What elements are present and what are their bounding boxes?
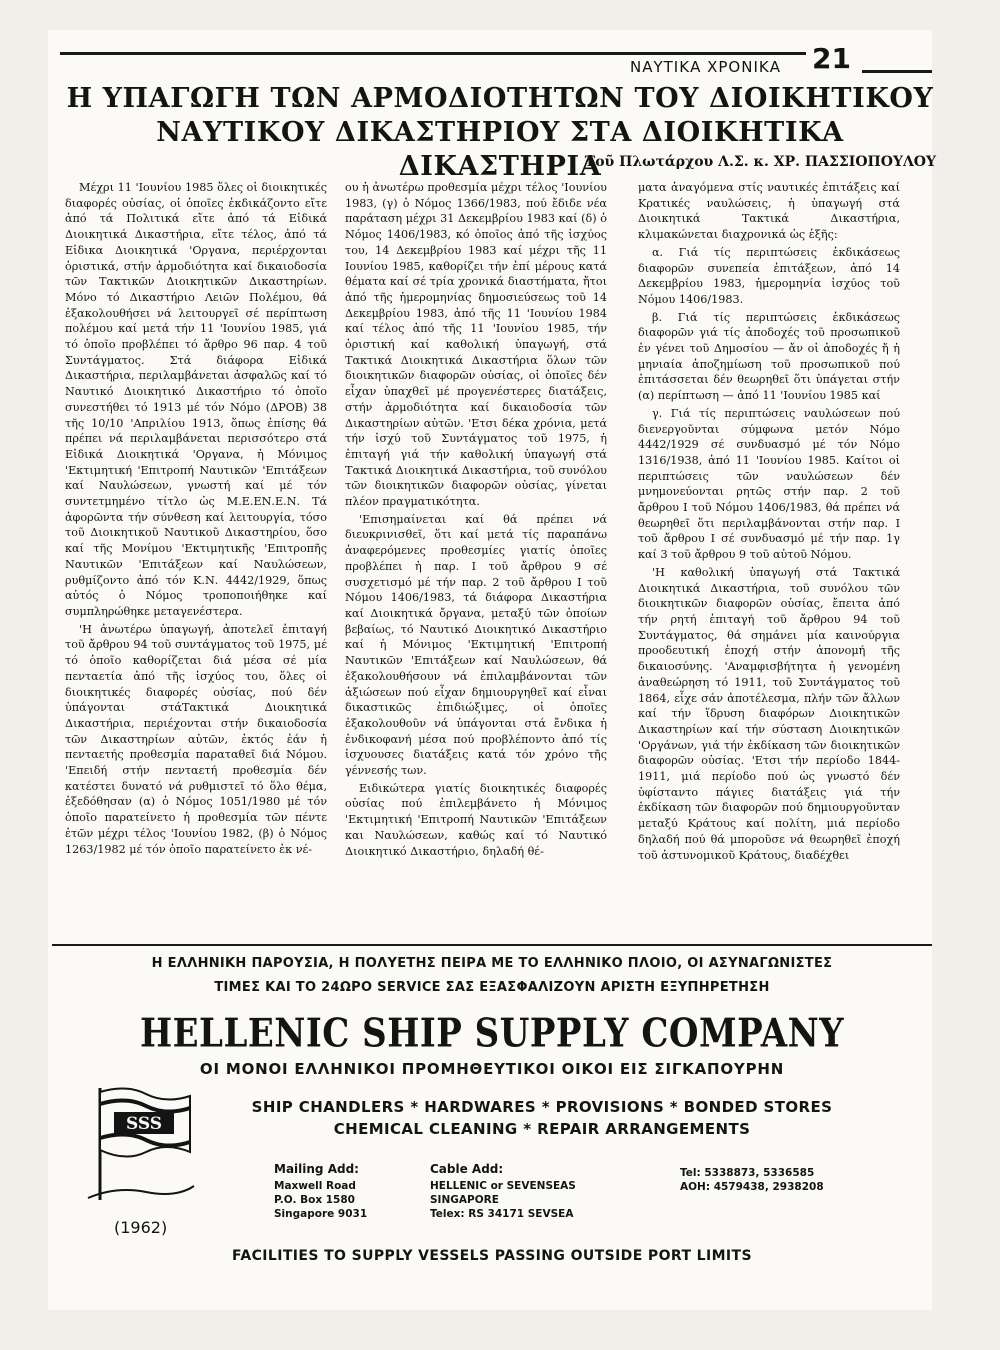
- cable-line: SINGAPORE: [430, 1194, 499, 1206]
- mailing-line: P.O. Box 1580: [274, 1194, 355, 1206]
- header-rule-left: [60, 52, 806, 55]
- cable-line: HELLENIC or SEVENSEAS: [430, 1180, 576, 1192]
- paragraph: 'Η καθολική ὑπαγωγή στά Τακτικά Διοικητικά Δικαστήρια, τοῦ συνόλου τῶν διοικητικῶν διαφορῶν οὐσίας, ἔπειτα ἀπό τήν ρητή ἐπιταγή τοῦ ἄρθρου 94 τοῦ Συντάγματος, θά σημάνει μία καινούργια προοδευτική ἐποχή στήν ἀπονομή τῆς δικαιοσύνης. 'Αναμφισβήτητα ἡ γενομένη ἀναθεώρηση τό 1911, τοῦ Συντάγματος τοῦ 1864, εἶχε σάν ἀποτέλεσμα, πλήν τῶν ἄλλων καί τήν ἵδρυση διαφόρων Διοικητικῶν Δικαστηρίων καί τήν σύσταση Διοικητικῶν 'Οργάνων, γιά τήν ἐκδίκαση τῶν διοικητικῶν διαφορῶν οὐσίας. 'Ετσι τήν περίοδο 1844-1911, μιά περίοδο πού ὡς γνωστό δέν ὑφίσταντο πάγιες διατάξεις γιά τήν ἐκδίκαση τῶν διαφορῶν πού δημιουργοῦνταν μεταξύ Κράτους καί πολίτη, μιά περίοδο δηλαδή πού θά μποροῦσε νά θεωρηθεῖ ἐποχή τοῦ ἀστυνομικοῦ Κράτους, διαδέχθει: [638, 565, 900, 862]
- mailing-line: Maxwell Road: [274, 1180, 356, 1192]
- paragraph: γ. Γιά τίς περιπτώσεις ναυλώσεων πού διενεργοῦνται σύμφωνα μετόν Νόμο 4442/1929 σέ συνδυασμό μέ τόν Νόμο 1316/1938, ἀπό 11 'Ιουνίου 1985. Καίτοι οἱ περιπτώσεις τῶν ναυλώσεων δέν μνημονεύονται ρητῶς στήν παρ. 2 τοῦ ἄρθρου Ι τοῦ Νόμου 1406/1983, θά πρέπει νά θεωρηθεῖ ὅτι περιλαμβάνονται στήν παρ. Ι τοῦ ἄρθρου Ι σέ συνδυασμό μέ τήν παρ. 1γ καί 3 τοῦ ἄρθρου 9 τοῦ αὐτοῦ Νόμου.: [638, 406, 900, 562]
- flag-logo-icon: [86, 1082, 196, 1202]
- company-name: HELLENIC SHIP SUPPLY COMPANY: [140, 1011, 844, 1057]
- article-title-line-2: ΝΑΥΤΙΚΟΥ ΔΙΚΑΣΤΗΡΙΟΥ ΣΤΑ ΔΙΟΙΚΗΤΙΚΑ ΔΙΚΑΣΤΗΡΙΑ: [156, 117, 844, 182]
- paragraph: ου ἡ ἀνωτέρω προθεσμία μέχρι τέλος 'Ιουνίου 1983, (γ) ὁ Νόμος 1366/1983, πού ἔδιδε νέα παράταση μέχρι 31 Δεκεμβρίου 1983 καί (δ) ὁ Νόμος 1406/1983, κό ὁποῖος ἀπό τῆς ἰσχύος του, 14 Δεκεμβρίου 1983 καί μέχρι τῆς 11 Ιουνίου 1985, καθορίζει τήν ἐπί μέρους κατά θέματα καί σέ τρία χρονικά διαστήματα, ἤτοι ἀπό τῆς ἡμερομηνίας δημοσιεύσεως τοῦ 14 Δεκεμβρίου 1983, ἀπό τῆς 11 'Ιουνίου 1984 καί τέλος ἀπό τῆς 11 'Ιουνίου 1985, τήν ὁριστική καί καθολική ὑπαγωγή, στά Τακτικά Διοικητικά Δικαστήρια ὅλων τῶν διοικητικῶν διαφορῶν οὐσίας, οἱ ὁποῖες δέν εἶχαν ὑπαχθεῖ μέ προγενέστερες διατάξεις, στήν ἁρμοδιότητα καί δικαιοδοσία τῶν Δικαστηρίων αὐτῶν. 'Ετσι δέκα χρόνια, μετά τήν ἰσχύ τοῦ Συντάγματος τοῦ 1975, ἡ ἐπιταγή γιά τήν καθολική ὑπαγωγή στά Τακτικά Διοικητικά Δικαστήρια, τοῦ συνόλου τῶν διοικητικῶν διαφορῶν οὐσίας, γίνεται πλέον πραγματικότητα.: [345, 181, 607, 509]
- mailing-address: [274, 1162, 367, 1221]
- advert-tagline-2: ΤΙΜΕΣ ΚΑΙ ΤΟ 24ΩΡΟ SERVICE ΣΑΣ ΕΞΑΣΦΑΛΙΖΟΥΝ ΑΡΙΣΤΗ ΕΞΥΠΗΡΕΤΗΣΗ: [214, 980, 770, 995]
- advert-footer: FACILITIES TO SUPPLY VESSELS PASSING OUTSIDE PORT LIMITS: [232, 1248, 752, 1264]
- article-column-3: [638, 180, 900, 865]
- page-number: 21: [812, 42, 851, 75]
- services-line-2: CHEMICAL CLEANING * REPAIR ARRANGEMENTS: [333, 1120, 751, 1138]
- founding-year: (1962): [114, 1218, 168, 1237]
- article-title-line-1: Η ΥΠΑΓΩΓΗ ΤΩΝ ΑΡΜΟΔΙΟΤΗΤΩΝ ΤΟΥ ΔΙΟΙΚΗΤΙΚΟΥ: [66, 83, 934, 114]
- article-column-1: [65, 180, 327, 859]
- after-hours-phone: AOH: 4579438, 2938208: [680, 1181, 824, 1193]
- paragraph: 'Η ἀνωτέρω ὑπαγωγή, ἀποτελεῖ ἐπιταγή τοῦ ἄρθρου 94 τοῦ συντάγματος τοῦ 1975, μέ τό ὁποῖο καθορίζεται διά μέσα σέ μία πενταετία ἀπό τῆς ἰσχύος του, ὅλες οἱ διοικητικές διαφορές οὐσίας, πού δέν ὑπάγονται στάΤακτικά Διοικητικά Δικαστήρια, περιέχονται στήν δικαιοδοσία τῶν Δικαστηρίων αὐτῶν, ἐκτός ἐάν ἡ πενταετής προθεσμία παραταθεῖ διά Νόμου. 'Επειδή στήν πενταετή προθεσμία δέν κατέστει δυνατό νά ρυθμιστεῖ τό ὅλο θέμα, ἐξεδόθησαν (α) ὁ Νόμος 1051/1980 μέ τόν ὁποῖο παρατείνετο ἡ προθεσμία τῶν πέντε ἐτῶν μέχρι τέλος 'Ιουνίου 1982, (β) ὁ Νόμος 1263/1982 μέ τόν ὁποῖο παρατείνετο ἐκ νέ-: [65, 622, 327, 856]
- advert-top-rule: [52, 944, 932, 946]
- paragraph: Ειδικώτερα γιατίς διοικητικές διαφορές οὐσίας πού ἐπιλεμβάνετο ἡ Μόνιμος 'Εκτιμητική 'Επιτροπή Ναυτικῶν 'Επιτάξεων και Ναυλώσεων, καθώς καί τό Ναυτικό Διοικητικό Δικαστήριο, δηλαδή θέ-: [345, 781, 607, 858]
- telephone: Tel: 5338873, 5336585: [680, 1167, 815, 1179]
- magazine-name: ΝΑΥΤΙΚΑ ΧΡΟΝΙΚΑ: [630, 58, 781, 76]
- cable-address: [430, 1162, 576, 1221]
- header-rule-right: [862, 70, 932, 73]
- advertisement: [52, 952, 932, 1292]
- company-subtitle: ΟΙ ΜΟΝΟΙ ΕΛΛΗΝΙΚΟΙ ΠΡΟΜΗΘΕΥΤΙΚΟΙ ΟΙΚΟΙ ΕΙΣ ΣΙΓΚΑΠΟΥΡΗΝ: [199, 1060, 785, 1078]
- paragraph: ματα ἀναγόμενα στίς ναυτικές ἐπιτάξεις καί Κρατικές ναυλώσεις, ἡ ὑπαγωγή στά Διοικητικά Τακτικά Δικαστήρια, κλιμακώνεται διαχρονικά ὡς ἑξῆς:: [638, 181, 900, 242]
- phone-numbers: [680, 1166, 824, 1194]
- mailing-label: Mailing Add:: [274, 1162, 359, 1176]
- services-line-1: SHIP CHANDLERS * HARDWARES * PROVISIONS * BONDED STORES: [251, 1098, 833, 1116]
- flag-letters: SSS: [125, 1114, 163, 1134]
- paragraph: Μέχρι 11 'Ιουνίου 1985 ὅλες οἱ διοικητικές διαφορές οὐσίας, οἱ ὁποῖες ἐκδικάζοντο εἴτε ἀπό τά Πολιτικά εἴτε ἀπό τά Εἰδικά Διοικητικά Δικαστήρια, εἴτε τέλος, ἀπό τά Εἰδικα Διοικητικά 'Οργανα, περιέρχονται ὁριστικά, στήν ἁρμοδιότητα καί δικαιοδοσία τῶν Τακτικῶν Διοικητικῶν Δικαστηρίων. Μόνο τό Δικαστήριο Λειῶν Πολέμου, θά ἐξακολουθήσει νά λειτουργεῖ σέ περίπτωση πολέμου καί μετά τήν 11 'Ιουνίου 1985, γιά τό ὁποῖο προβλέπει τό ἄρθρο 96 παρ. 4 τοῦ Συντάγματος. Στά διάφορα Εἰδικά Δικαστήρια, περιλαμβάνεται ἀσφαλῶς καί τό Ναυτικό Διοικητικό Δικαστήριο τό ὁποῖο συνεστήθει τό 1913 μέ τόν Νόμο (ΔΡΟΒ) 38 τῆς 10/10 'Απριλίου 1913, ὅπως ἐπίσης θά πρέπει νά περιλαμβάνεται περισσότερο στά Εἰδικά Διοικητικά 'Οργανα, ἡ Μόνιμος 'Εκτιμητική 'Επιτροπή Ναυτικῶν 'Επιτάξεων καί Ναυλώσεων, γνωστή καί μέ τόν συντετμημένο τίτλο ὡς Μ.Ε.ΕΝ.Ε.Ν. Τά ἀφορῶντα τήν σύνθεση καί λειτουργία, τόσο τοῦ Διοικητικοῦ Ναυτικοῦ Δικαστηρίου, ὅσο καί τῆς Μονίμου 'Εκτιμητικῆς 'Επιτροπῆς Ναυτικῶν 'Επιτάξεων καί Ναυλώσεων, ρυθμίζοντο ἀπό τόν Κ.Ν. 4442/1929, ὅπως αὐτός ὁ Νόμος τροποποιήθηκε καί συμπληρώθηκε μεταγενέστερα.: [65, 181, 327, 618]
- cable-line: Telex: RS 34171 SEVSEA: [430, 1208, 574, 1220]
- paragraph: β. Γιά τίς περιπτώσεις ἐκδικάσεως διαφορῶν γιά τίς ἀποδοχές τοῦ προσωπικοῦ ἐν γένει τοῦ Δημοσίου — ἄν οἱ ἀποδοχές ἤ ἡ μηνιαία ἀποζημίωση τοῦ προσωπικοῦ πού ἐπιτάσσεται δέν θεωρηθεῖ ὅτι ὑπάγεται στήν (α) περίπτωση — ἀπό 11 'Ιουνίου 1985 καί: [638, 310, 900, 403]
- article-column-2: [345, 180, 607, 861]
- article-byline: Τοῦ Πλωτάρχου Λ.Σ. κ. ΧΡ. ΠΑΣΣΙΟΠΟΥΛΟΥ: [584, 154, 936, 170]
- mailing-line: Singapore 9031: [274, 1208, 368, 1220]
- cable-label: Cable Add:: [430, 1162, 504, 1176]
- advert-tagline-1: Η ΕΛΛΗΝΙΚΗ ΠΑΡΟΥΣΙΑ, Η ΠΟΛΥΕΤΗΣ ΠΕΙΡΑ ΜΕ ΤΟ ΕΛΛΗΝΙΚΟ ΠΛΟΙΟ, ΟΙ ΑΣΥΝΑΓΩΝΙΣΤΕΣ: [151, 956, 833, 971]
- paragraph: 'Επισημαίνεται καί θά πρέπει νά διευκρινισθεῖ, ὅτι καί μετά τίς παραπάνω ἀναφερόμενες προθεσμίες γιατίς ὁποῖες προβλέπει ἡ παρ. Ι τοῦ ἄρθρου 9 σέ συσχετισμό μέ τήν παρ. 2 τοῦ ἄρθρου Ι τοῦ Νόμου 1406/1983, τά διάφορα Δικαστήρια καί Διοικητικά ὄργανα, μεταξύ τῶν ὁποίων βεβαίως, τό Ναυτικό Διοικητικό Δικαστήριο καί ἡ Μόνιμος 'Εκτιμητική 'Επιτροπή Ναυτικῶν 'Επιτάξεων καί Ναυλώσεων, θά ἐξακολουθήσουν νά ἐπιλαμβάνονται τῶν ἀξιώσεων πού εἶχαν δημιουργηθεῖ καί εἶναι δικαστικῶς ἐπιδιώξιμες, οἱ ὁποῖες ἐξακολουθοῦν νά ὑπάγονται στά ἔνδικα ἡ ἐνδικοφανή μέσα πού προβλέποντο ἀπό τίς ἰσχυουσες διατάξεις κατά τόν χρόνο τῆς γέννεσής των.: [345, 512, 607, 778]
- paragraph: α. Γιά τίς περιπτώσεις ἐκδικάσεως διαφορῶν συνεπεία ἐπιτάξεων, ἀπό 14 Δεκεμβρίου 1983, ἡμερομηνία ἰσχύος τοῦ Νόμου 1406/1983.: [638, 245, 900, 306]
